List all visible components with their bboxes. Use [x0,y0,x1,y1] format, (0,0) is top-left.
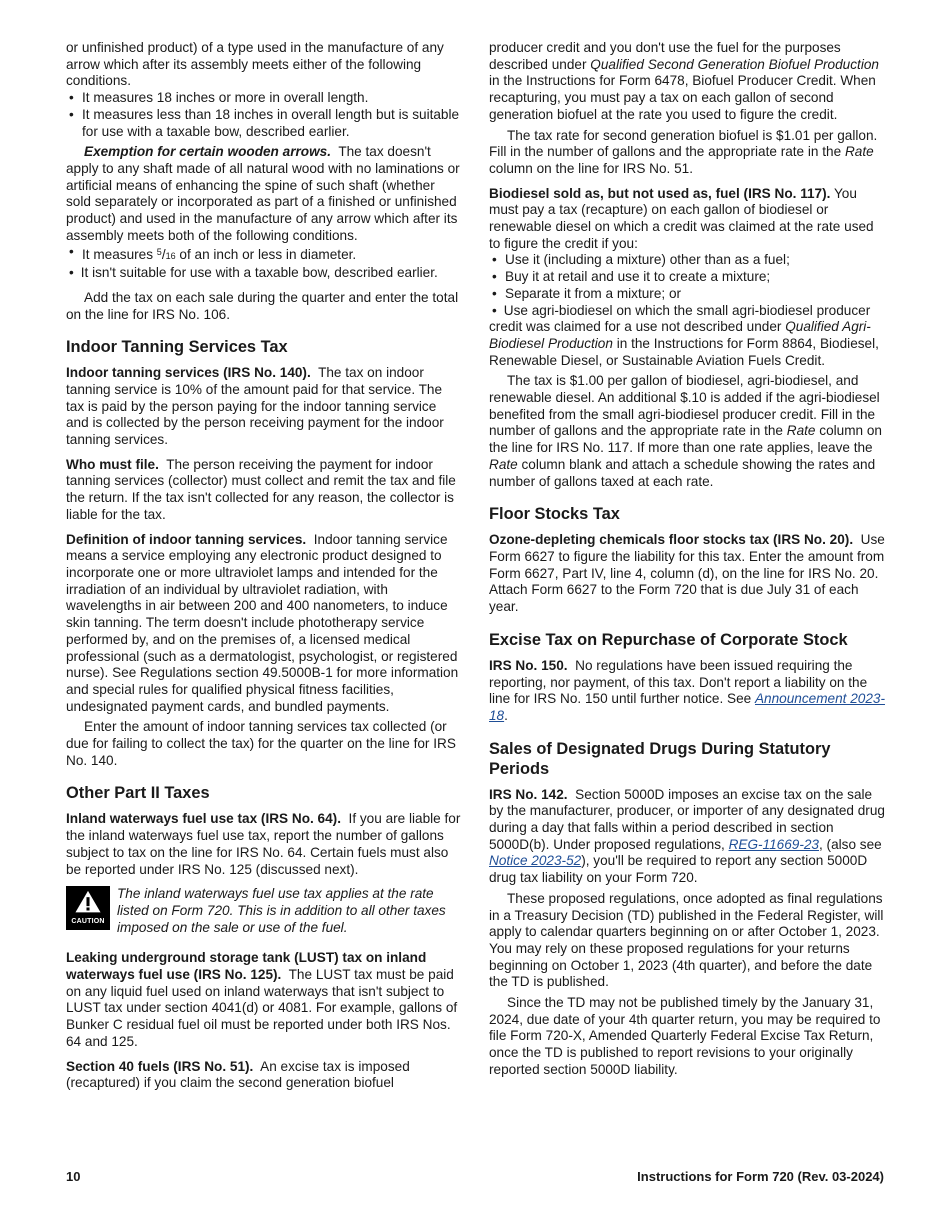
inland-waterways-lead: Inland waterways fuel use tax (IRS No. 64). [66,811,341,827]
irs-150-lead: IRS No. 150. [489,657,568,673]
biofuel-rate-paragraph: The tax rate for second generation biofuel is $1.01 per gallon. Fill in the number of gallons and the appropriate rate in the Rate column on the line for IRS No. 51. [489,127,878,176]
arrow-conditions-list [66,90,462,140]
reg-11669-23-link[interactable]: REG-11669-23 [728,836,819,852]
arrow-conditions-text: or unfinished product) of a type used in the manufacture of any arrow which after its assembly meets either of the following conditions. [66,40,444,89]
ozone-paragraph: Ozone-depleting chemicals floor stocks tax (IRS No. 20). Use Form 6627 to figure the liability for this tax. Enter the amount from Form 6627, Part IV, line 4, column (d), on the line for IRS No. 20. Attach Form 6627 to the Form 720 that is due July 31 of each year. [489,532,885,615]
td-timing-paragraph: Since the TD may not be published timely by the January 31, 2024, due date of your 4th quarter return, you may be required to file Form 720-X, Amended Quarterly Federal Excise Tax Return, once the TD is published to report revisions to your originally reported section 5000D liability. [489,995,881,1077]
list-item: • It isn't suitable for use with a taxable bow, described earlier. [66,265,462,282]
list-item: • It measures 18 inches or more in overall length. [66,90,462,107]
list-item: • Use agri-biodiesel on which the small agri-biodiesel producer credit was claimed for a use not described under Qualified Agri-Biodiesel Production in the Instructions for Form 8864, Biodiesel, Renewable Diesel, or Sustainable Aviation Fuels Credit. [489,303,885,370]
fraction: $^5$/16 [156,247,176,263]
irs-150-paragraph: IRS No. 150. No regulations have been issued requiring the reporting, nor payment, of this tax. Don't report a liability on the line for IRS No. 150 until further notice. See Announcement 2023-18. [489,657,885,723]
notice-2023-52-link[interactable]: Notice 2023-52 [489,853,582,869]
heading-excise-repurchase: Excise Tax on Repurchase of Corporate Stock [489,630,848,649]
wooden-arrow-conditions-list [66,244,462,281]
section-40-lead: Section 40 fuels (IRS No. 51). [66,1058,254,1074]
list-item: • Separate it from a mixture; or [489,286,885,303]
page-number: 10 [66,1169,81,1184]
left-column [66,40,462,1100]
biodiesel-lead: Biodiesel sold as, but not used as, fuel (IRS No. 117). [489,185,831,201]
warning-triangle-icon [73,890,103,913]
biodiesel-paragraph: Biodiesel sold as, but not used as, fuel (IRS No. 117). You must pay a tax (recapture) on each gallon of biodiesel or renewable diesel on which a credit was claimed at the rate used to figure the credit if you: [489,185,874,251]
list-item: • It measures less than 18 inches in overall length but is suitable for use with a taxable bow, described earlier. [66,107,462,140]
ozone-lead: Ozone-depleting chemicals floor stocks tax (IRS No. 20). [489,532,854,548]
enter-tanning-paragraph: Enter the amount of indoor tanning services tax collected (or due for failing to collect the tax) for the quarter on the line for IRS No. 140. [66,719,456,768]
caution-icon [66,886,110,930]
who-must-file-lead: Who must file. [66,456,159,472]
tanning-paragraph: Indoor tanning services (IRS No. 140). The tax on indoor tanning service is 10% of the amount paid for that service. The tax is paid by the person paying for the indoor tanning service and is collected by the person receiving payment for the indoor tanning services. [66,365,444,448]
tanning-lead: Indoor tanning services (IRS No. 140). [66,365,311,381]
add-tax-paragraph: Add the tax on each sale during the quarter and enter the total on the line for IRS No. 106. [66,289,459,322]
caution-text: The inland waterways fuel use tax applies at the rate listed on Form 720. This is in addition to all other taxes imposed on the sale or use of the fuel. [117,886,446,935]
definition-lead: Definition of indoor tanning services. [66,531,307,547]
list-item: • Buy it at retail and use it to create a mixture; [489,269,885,286]
inland-waterways-paragraph: Inland waterways fuel use tax (IRS No. 64). If you are liable for the inland waterways fuel use tax, report the number of gallons subject to tax on the line for IRS No. 64. Certain fuels must also be reported under IRS No. 125 (discussed next). [66,811,461,877]
biofuel-recapture-paragraph: producer credit and you don't use the fuel for the purposes described under Qualified Second Generation Biofuel Production in the Instructions for Form 6478, Biofuel Producer Credit. When recapturing, you must pay a tax on each gallon of second generation biofuel at the rate you used to figure the credit. [489,40,879,122]
lust-lead: Leaking underground storage tank (LUST) tax on inland waterways fuel use (IRS No. 125). [66,950,427,983]
lust-paragraph: Leaking underground storage tank (LUST) tax on inland waterways fuel use (IRS No. 125). The LUST tax must be paid on any liquid fuel used on inland waterways that isn't subject to LUST tax under section 4041(d) or 4081. For example, gallons of Bunker C residual fuel oil must be reported under both IRS Nos. 64 and 125. [66,950,458,1049]
definition-paragraph: Definition of indoor tanning services. Indoor tanning service means a service employing any electronic product designed to incorporate one or more ultraviolet lamps and intended for the irradiation of an individual by ultraviolet radiation, with wavelengths in air between 200 and 400 nanometers, to induce skin tanning. The term doesn't include phototherapy service performed by, and on the premises of, a licensed medical professional (such as a dermatologist, psychologist, or registered nurse). See Regulations section 49.5000B-1 for more information and special rules for qualified physical fitness facilities, undesignated payment cards, and bundled payments. [66,531,459,714]
announcement-2023-18-link[interactable]: Announcement 2023-18 [489,691,885,723]
caution-box [66,886,462,936]
biodiesel-tax-paragraph: The tax is $1.00 per gallon of biodiesel, agri-biodiesel, and renewable diesel. An additional $.10 is added if the agri-biodiesel benefited from the small agri-biodiesel producer credit. Fill in the number of gallons and the appropriate rate in the Rate column on the line for IRS No. 117. If more than one rate applies, leave the Rate column blank and attach a schedule showing the rates and number of gallons taxed at each rate. [489,373,882,489]
who-must-file-paragraph: Who must file. The person receiving the payment for indoor tanning services (collector) must collect and remit the tax and file the return. If the tax isn't collected for any reason, the collector is liable for the tax. [66,456,456,522]
heading-indoor-tanning: Indoor Tanning Services Tax [66,338,288,357]
exemption-paragraph [66,144,462,244]
list-item: • It measures $^5$/16 of an inch or less in diameter. [66,244,462,265]
biodiesel-list [489,252,885,369]
right-column [489,40,885,1079]
heading-other-part-ii: Other Part II Taxes [66,784,210,803]
list-item: • Use it (including a mixture) other than as a fuel; [489,252,885,269]
heading-floor-stocks: Floor Stocks Tax [489,505,620,524]
exemption-lead: Exemption for certain wooden arrows. [84,144,331,160]
section-40-paragraph: Section 40 fuels (IRS No. 51). An excise tax is imposed (recaptured) if you claim the second generation biofuel [66,1058,410,1091]
heading-designated-drugs: Sales of Designated Drugs During Statutory Periods [489,739,831,778]
document-title: Instructions for Form 720 (Rev. 03-2024) [637,1169,884,1184]
irs-142-paragraph: IRS No. 142. Section 5000D imposes an excise tax on the sale by the manufacturer, producer, or importer of any designated drug during a day that falls within a period described in section 5000D(b). Under proposed regulations, REG-11669-23, (also see Notice 2023-52), you'll be required to report any section 5000D drug tax liability on your Form 720. [489,786,885,886]
irs-142-lead: IRS No. 142. [489,786,568,802]
caution-label: CAUTION [71,917,105,925]
proposed-regs-paragraph: These proposed regulations, once adopted as final regulations in a Treasury Decision (TD) published in the Federal Register, will apply to calendar quarters beginning on or after October 1, 2023. You may rely on these proposed regulations for your returns beginning on October 1, 2023 (4th quarter), and before the date the TD is published. [489,890,884,990]
exemption-text: The tax doesn't apply to any shaft made of all natural wood with no laminations or artificial means of enhancing the spine of such shaft (whether sold separately or incorporated as part of a finished or unfinished product) and used in the manufacture of any arrow which after its assembly meets both of the following conditions. [66,144,460,243]
